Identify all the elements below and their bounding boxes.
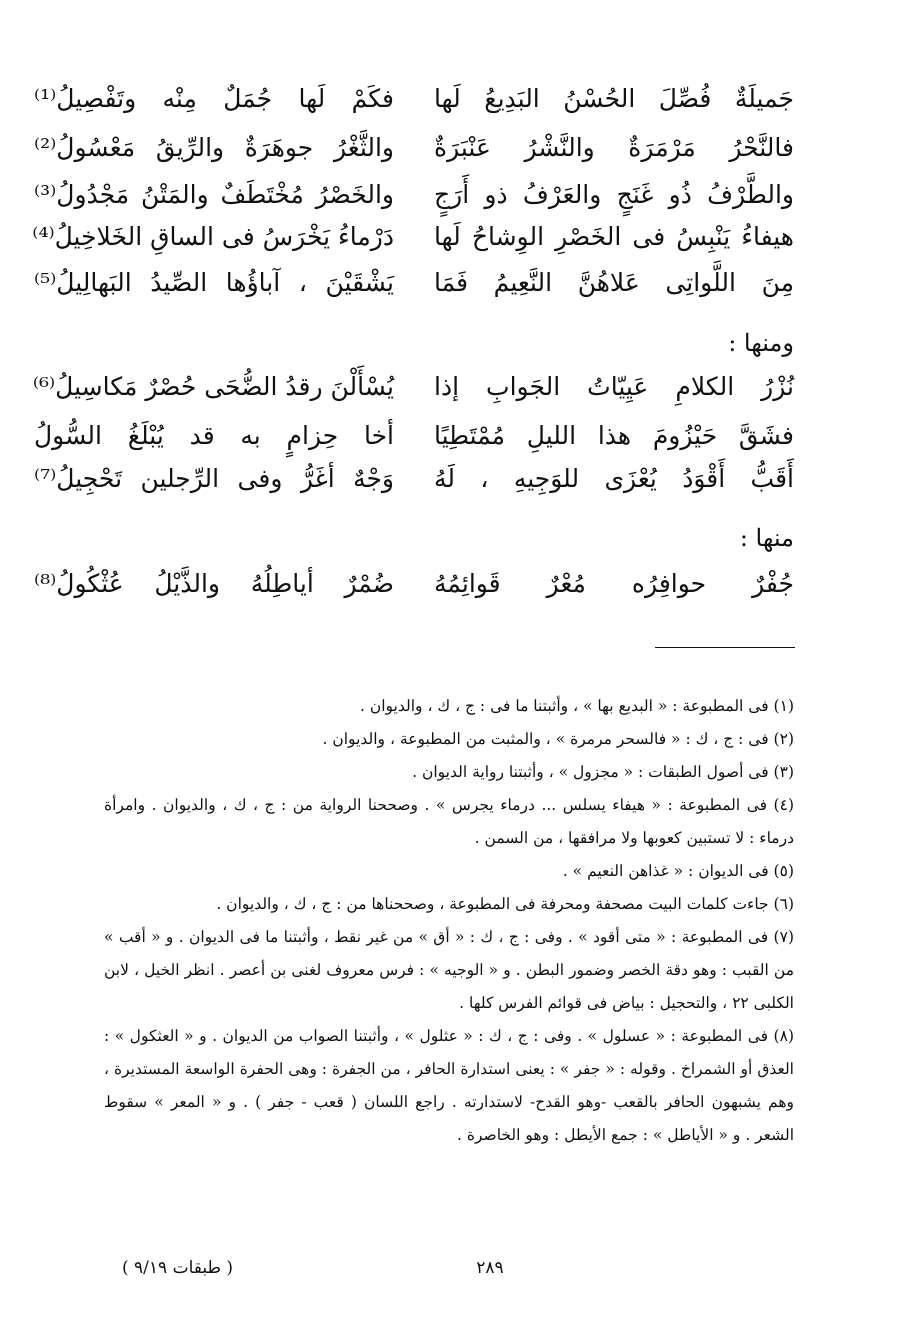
page-footer (0, 1258, 914, 1288)
page-number: ٢٨٩ (476, 1258, 504, 1278)
verse-second-hemistich: ضُمْرٌ أياطِلُهُ والذَّيْلُ عُثْكُولُ⁽⁸⁾ (34, 569, 394, 598)
verse-first-hemistich: مِنَ اللَّواتِى عَلاهُنَّ النَّعِيمُ فَمَا (434, 268, 794, 297)
footnote: (٤) فى المطبوعة : « هيفاء يسلس ... درماء يجرس » . وصححنا الرواية من : ج ، ك ، والديوان . وامرأة درماء : لا تستبين كعوبها ولا مرافقها ، من السمن . (104, 796, 794, 847)
section-label: ومنها : (728, 329, 794, 357)
verse-line (0, 174, 914, 216)
verse-line (0, 458, 914, 500)
verse-second-hemistich: أخا حِزامٍ به قد يُبْلَغُ السُّولُ (34, 421, 394, 450)
verse-first-hemistich: جُفْرٌ حوافِرُه مُعْرٌ قَوائِمُهُ (434, 569, 794, 598)
verse-first-hemistich: والطَّرْفُ ذُو غَنَجٍ والعَرْفُ ذو أَرَجٍ (434, 180, 794, 209)
verse-first-hemistich: نُزْرُ الكلامِ عَيِيّاتُ الجَوابِ إذا (434, 372, 794, 401)
footnote: (٨) فى المطبوعة : « عسلول » . وفى : ج ، ك : « عثلول » ، وأثبتنا الصواب من الديوان . و « العثكول » : العذق أو الشمراخ . وقوله : « جفر » : يعنى استدارة الحافر ، من الجفرة : وهى الحفرة الواسعة المستديرة ، وهم يشبهون الحافر بالقعب -وهو القدح- لاستدارته . راجع اللسان ( قعب - جفر ) . و « المعر » سقوط الشعر . و « الأياطل » : جمع الأيطل : وهو الخاصرة . (104, 1027, 794, 1144)
footnote: (٣) فى أصول الطبقات : « مجزول » ، وأثبتنا رواية الديوان . (412, 763, 794, 781)
verse-second-hemistich: والخَصْرُ مُخْتَطَفٌ والمَتْنُ مَجْدُولُ⁽³⁾ (34, 180, 394, 209)
verse-second-hemistich: يُسْأَلْنَ رقدُ الضُّحَى حُصْرٌ مَكاسِيلُ⁽⁶⁾ (32, 372, 394, 401)
footnote: (٥) فى الديوان : « غذاهن النعيم » . (562, 862, 794, 880)
verse-first-hemistich: فالنَّحْرُ مَرْمَرَةٌ والنَّشْرُ عَنْبَرَةٌ (434, 133, 794, 162)
verse-line (0, 415, 914, 457)
footnote: (١) فى المطبوعة : « البديع بها » ، وأثبتنا ما فى : ج ، ك ، والديوان . (360, 697, 794, 715)
verse-line (0, 366, 914, 408)
verse-second-hemistich: فكَمْ لَها جُمَلٌ مِنْه وتَفْصِيلُ⁽¹⁾ (34, 84, 394, 113)
verse-first-hemistich: فشَقَّ حَيْزُومَ هذا الليلِ مُمْتَطِيًا (434, 421, 794, 450)
verse-first-hemistich: هيفاءُ يَنْبِسُ فى الخَصْرِ الوِشاحُ لَها (434, 222, 794, 251)
verse-line (0, 563, 914, 605)
verse-line (0, 127, 914, 169)
signature-mark: ( طبقات ٩/١٩ ) (122, 1258, 234, 1278)
verse-line (0, 262, 914, 304)
section-label: منها : (739, 524, 794, 552)
verse-second-hemistich: والثَّغْرُ جوهَرَةٌ والرِّيقُ مَعْسُولُ⁽²⁾ (34, 133, 394, 162)
footnote: (٧) فى المطبوعة : « متى أقود » . وفى : ج ، ك : « أق » من غير نقط ، وأثبتنا ما فى الديوان . و « أقب » من القبب : وهو دقة الخصر وضمور البطن . و « الوجيه » : فرس معروف لغنى بن أعصر . انظر الخيل ، لابن الكلبى ٢٢ ، والتحجيل : بياض فى قوائم الفرس كلها . (104, 928, 794, 1012)
footnotes (104, 690, 794, 1152)
footnote-separator (655, 647, 795, 648)
verse-line (0, 78, 914, 120)
footnote: (٢) فى : ج ، ك : « فالسحر مرمرة » ، والمثبت من المطبوعة ، والديوان . (322, 730, 794, 748)
verse-second-hemistich: يَشْقَيْنَ ، آباؤُها الصِّيدُ البَهالِيلُ⁽⁵⁾ (34, 268, 394, 297)
verse-first-hemistich: أَقَبُّ أَقْوَدُ يُعْزَى للوَجِيهِ ، لَهُ (434, 464, 794, 493)
verse-second-hemistich: دَرْماءُ يَخْرَسُ فى الساقِ الخَلاخِيلُ⁽⁴⁾ (32, 222, 394, 251)
verse-line (0, 216, 914, 258)
footnote: (٦) جاءت كلمات البيت مصحفة ومحرفة فى المطبوعة ، وصححناها من : ج ، ك ، والديوان . (216, 895, 794, 913)
verse-first-hemistich: جَميلَةٌ فُصِّلَ الحُسْنُ البَدِيعُ لَها (434, 84, 794, 113)
verse-second-hemistich: وَجْهٌ أغَرُّ وفى الرِّجلين تَحْجِيلُ⁽⁷⁾ (34, 464, 394, 493)
